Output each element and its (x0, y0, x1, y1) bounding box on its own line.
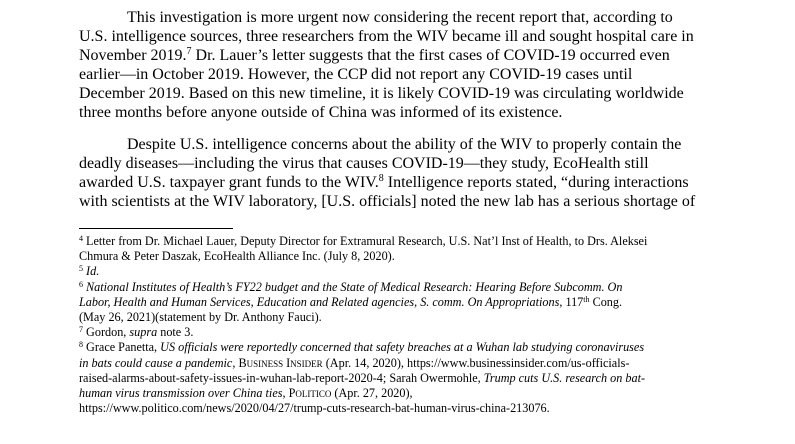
footnote-number: 7 (79, 325, 83, 335)
footnote-6-continued (79, 295, 719, 310)
footnote-text: Grace Panetta, (83, 340, 161, 355)
footnote-text: National Institutes of Health’s FY22 budget and the State of Medical Research: Hearing Before Subcomm. On (83, 279, 623, 294)
publication-name: Business Insider (238, 355, 323, 370)
paragraph-2-line-1: Despite U.S. intelligence concerns about the ability of the WIV to properly contain the (127, 136, 682, 153)
paragraph-1-line-6: three months before anyone outside of China was informed of its existence. (79, 104, 563, 121)
paragraph-1-line-3 (79, 46, 719, 65)
footnote-italic-text: human virus transmission over China ties (79, 386, 283, 401)
body-paragraph-2 (79, 135, 719, 211)
footnote-text: Letter from Dr. Michael Lauer, Deputy Director for Extramural Research, U.S. Nat’l Inst of Health, to Drs. Aleksei (83, 234, 648, 248)
footnote-text: Id. (83, 264, 100, 279)
footnote-8-continued-3 (79, 386, 719, 401)
paragraph-2-line-3-text-b: Intelligence reports stated, “during interactions (383, 174, 689, 191)
footnote-5 (79, 264, 719, 279)
footnote-7 (79, 325, 719, 340)
footnote-number: 4 (79, 234, 83, 243)
footnote-text: , (282, 386, 289, 401)
footnote-url-text[interactable]: raised-alarms-about-safety-issues-in-wuhan-lab-report-2020-4; Sarah Owermohle, (79, 370, 484, 385)
paragraph-2-line-3 (79, 173, 719, 192)
paragraph-1-line-4: earlier—in October 2019. However, the CCP did not report any COVID-19 cases until (79, 66, 633, 83)
footnote-number: 6 (79, 279, 83, 289)
ordinal-suffix: th (583, 294, 590, 304)
footnote-text: Cong. (589, 294, 623, 309)
footnote-italic-text: in bats could cause a pandemic (79, 355, 233, 370)
footnote-text: , (232, 355, 239, 370)
footnote-text: (Apr. 27, 2020), (331, 386, 413, 401)
paragraph-1-line-3-text-a: November 2019. (79, 47, 187, 64)
footnote-italic-text: supra (129, 325, 158, 340)
paragraph-2-line-2: deadly diseases—including the virus that causes COVID-19—they study, EcoHealth still (79, 155, 649, 172)
footnote-ref-8[interactable]: 8 (378, 173, 384, 184)
footnote-8 (79, 340, 719, 355)
footnotes-section (79, 234, 719, 416)
footnote-8-url[interactable]: https://www.politico.com/news/2020/04/27/trump-cuts-research-bat-human-virus-china-213076. (79, 401, 550, 416)
paragraph-1-line-2: U.S. intelligence sources, three researchers from the WIV became ill and sought hospital care in (79, 28, 694, 45)
paragraph-2-line-4: with scientists at the WIV laboratory, [U.S. officials] noted the new lab has a serious shortage of (79, 193, 696, 210)
footnote-8-continued (79, 356, 719, 371)
footnote-text: Gordon, (83, 325, 130, 340)
footnote-italic-text: US officials were reportedly concerned that safety breaches at a Wuhan lab studying coronaviruses (160, 340, 645, 355)
footnote-8-continued-2 (79, 371, 719, 386)
footnote-italic-text: Trump cuts U.S. research on bat- (483, 370, 646, 385)
footnote-text: 117 (562, 294, 584, 309)
footnote-4-continued: Chmura & Peter Daszak, EcoHealth Alliance Inc. (July 8, 2020). (79, 249, 395, 264)
footnote-separator (79, 228, 233, 229)
paragraph-1-line-3-text-b: Dr. Lauer’s letter suggests that the first cases of COVID-19 occurred even (191, 47, 670, 64)
paragraph-1-line-1: This investigation is more urgent now considering the recent report that, according to (127, 9, 673, 26)
paragraph-2-line-3-text-a: awarded U.S. taxpayer grant funds to the WIV. (79, 174, 379, 191)
body-paragraph-1 (79, 8, 719, 122)
footnote-url-text[interactable]: (Apr. 14, 2020), https://www.businessinsider.com/us-officials- (322, 355, 630, 370)
footnote-ref-7[interactable]: 7 (186, 46, 192, 57)
footnote-number: 8 (79, 340, 83, 350)
footnote-number: 5 (79, 264, 83, 274)
publication-name: Politico (288, 386, 332, 401)
paragraph-1-line-5: December 2019. Based on this new timeline, it is likely COVID-19 was circulating worldwide (79, 85, 684, 102)
footnote-4 (79, 234, 719, 249)
footnote-text: note 3. (157, 325, 194, 340)
footnote-6-continued-2: (May 26, 2021)(statement by Dr. Anthony Fauci). (79, 310, 322, 325)
footnote-italic-text: Labor, Health and Human Services, Education and Related agencies, S. comm. On Appropriations, (79, 294, 563, 309)
footnote-6 (79, 280, 719, 295)
